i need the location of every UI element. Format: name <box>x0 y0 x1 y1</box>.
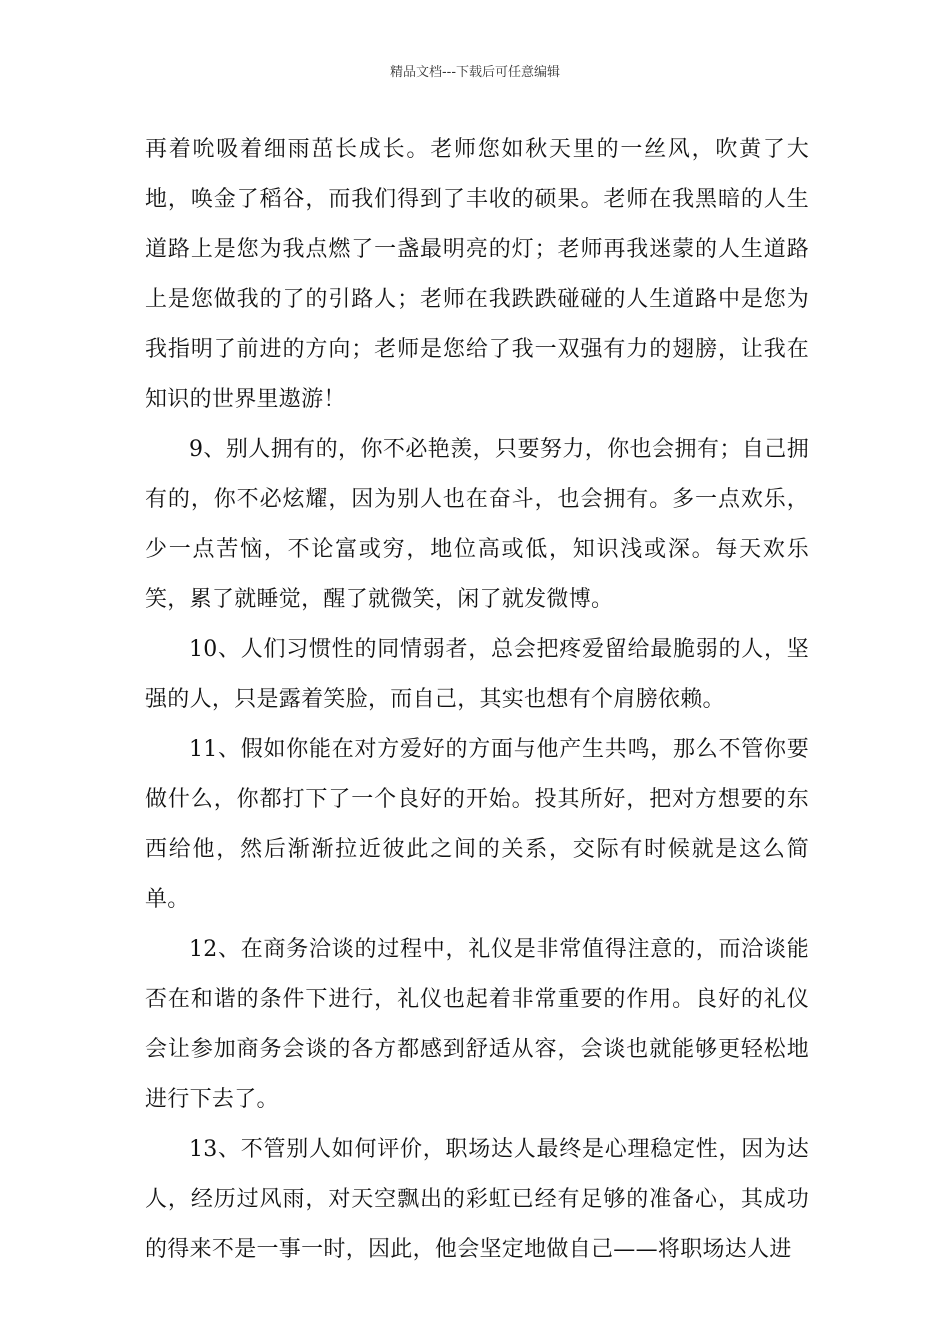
paragraph-item-11: 11、假如你能在对方爱好的方面与他产生共鸣，那么不管你要做什么，你都打下了一个良好的开始。投其所好，把对方想要的东西给他，然后渐渐拉近彼此之间的关系，交际有时候就是这么简单。 <box>145 737 809 912</box>
paragraph-item-12: 12、在商务洽谈的过程中，礼仪是非常值得注意的，而洽谈能否在和谐的条件下进行，礼仪也起着非常重要的作用。良好的礼仪会让参加商务会谈的各方都感到舒适从容，会谈也就能够更轻松地进行下去了。 <box>145 937 809 1112</box>
paragraph-item-9: 9、别人拥有的，你不必艳羡，只要努力，你也会拥有；自己拥有的，你不必炫耀，因为别人也在奋斗，也会拥有。多一点欢乐，少一点苦恼，不论富或穷，地位高或低，知识浅或深。每天欢乐笑，累了就睡觉，醒了就微笑，闲了就发微博。 <box>145 437 809 612</box>
paragraph-item-13: 13、不管别人如何评价，职场达人最终是心理稳定性，因为达人，经历过风雨，对天空飘出的彩虹已经有足够的准备心，其成功的得来不是一事一时，因此，他会坚定地做自己——将职场达人进 <box>145 1137 809 1262</box>
paragraph-continuation: 再着吮吸着细雨茁长成长。老师您如秋天里的一丝风，吹黄了大地，唤金了稻谷，而我们得到了丰收的硕果。老师在我黑暗的人生道路上是您为我点燃了一盏最明亮的灯；老师再我迷蒙的人生道路上是您做我的了的引路人；老师在我跌跌碰碰的人生道路中是您为我指明了前进的方向；老师是您给了我一双强有力的翅膀，让我在知识的世界里遨游！ <box>145 137 809 412</box>
page-header: 精品文档---下载后可任意编辑 <box>389 65 561 80</box>
document-body <box>145 125 809 1275</box>
paragraph-item-10: 10、人们习惯性的同情弱者，总会把疼爱留给最脆弱的人，坚强的人，只是露着笑脸，而自己，其实也想有个肩膀依赖。 <box>145 637 809 712</box>
